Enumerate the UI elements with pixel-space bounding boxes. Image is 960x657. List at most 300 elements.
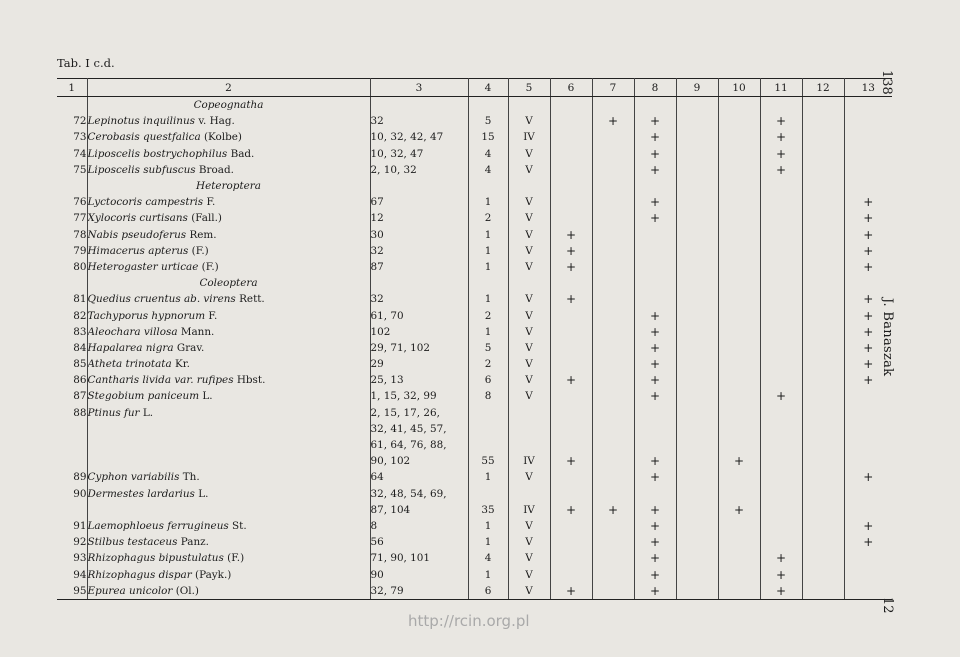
side-number: 12 — [880, 597, 895, 614]
occurrence-class — [508, 405, 550, 421]
cell-empty — [802, 437, 844, 453]
cell-empty — [802, 210, 844, 226]
row-number: 94 — [57, 566, 87, 582]
species-author: (Kolbe) — [203, 131, 242, 144]
col-header: 3 — [370, 79, 468, 97]
cell-empty — [760, 518, 802, 534]
presence-mark: + — [634, 194, 676, 210]
cell-empty — [592, 275, 634, 291]
reference-list: 67 — [370, 194, 468, 210]
cell-empty — [760, 259, 802, 275]
presence-mark: + — [863, 518, 874, 533]
cell-empty — [676, 210, 718, 226]
cell-empty — [676, 518, 718, 534]
table-row — [57, 162, 892, 178]
cell-empty — [550, 469, 592, 485]
reference-list: 32, 79 — [370, 583, 468, 600]
cell-empty — [802, 113, 844, 129]
species-name — [87, 469, 370, 485]
cell-empty — [844, 566, 892, 582]
specimen-count: 1 — [468, 518, 508, 534]
species-binomial: Atheta trinotata — [87, 358, 172, 371]
cell-empty — [592, 129, 634, 145]
occurrence-class: V — [508, 534, 550, 550]
cell-empty — [802, 162, 844, 178]
presence-mark: + — [550, 227, 592, 243]
cell-empty — [718, 162, 760, 178]
row-number: 89 — [57, 469, 87, 485]
presence-mark: + — [550, 372, 592, 388]
cell-empty — [760, 194, 802, 210]
cell-empty — [718, 324, 760, 340]
reference-list: 102 — [370, 324, 468, 340]
species-binomial: Nabis pseudoferus — [87, 228, 187, 241]
occurrence-class: V — [508, 550, 550, 566]
specimen-count: 35 — [468, 502, 508, 518]
cell-empty — [760, 291, 802, 307]
species-author: (Fall.) — [191, 212, 222, 225]
species-binomial: Lepinotus inquilinus — [87, 115, 196, 128]
reference-list: 87, 104 — [370, 502, 468, 518]
presence-mark: + — [634, 307, 676, 323]
cell-empty — [844, 162, 892, 178]
cell-empty — [634, 97, 676, 114]
occurrence-class: V — [508, 372, 550, 388]
table-row — [57, 502, 892, 518]
species-name — [87, 486, 370, 502]
presence-mark: + — [634, 146, 676, 162]
cell-empty — [760, 486, 802, 502]
cell-empty — [718, 178, 760, 194]
cell-empty — [844, 178, 892, 194]
cell-empty — [592, 291, 634, 307]
row-number: 95 — [57, 583, 87, 600]
cell-empty — [802, 243, 844, 259]
occurrence-class: V — [508, 210, 550, 226]
presence-mark: + — [863, 373, 874, 388]
species-author: (Payk.) — [195, 568, 232, 581]
section-row — [57, 178, 892, 194]
cell-empty — [676, 388, 718, 404]
col-header: 8 — [634, 79, 676, 97]
reference-list: 32 — [370, 243, 468, 259]
specimen-count: 6 — [468, 583, 508, 600]
col-header: 9 — [676, 79, 718, 97]
specimen-count: 2 — [468, 307, 508, 323]
cell-empty — [634, 243, 676, 259]
cell-empty — [592, 534, 634, 550]
cell-empty — [760, 97, 802, 114]
cell-empty — [676, 291, 718, 307]
species-name — [87, 146, 370, 162]
cell-empty — [676, 113, 718, 129]
cell-empty — [760, 437, 802, 453]
cell-empty — [718, 113, 760, 129]
species-name — [87, 583, 370, 600]
species-name — [87, 550, 370, 566]
occurrence-class: V — [508, 518, 550, 534]
species-name — [87, 113, 370, 129]
presence-mark: + — [760, 146, 802, 162]
species-name — [87, 259, 370, 275]
cell-empty — [550, 437, 592, 453]
col-header: 6 — [550, 79, 592, 97]
presence-mark: + — [634, 356, 676, 372]
occurrence-class: IV — [508, 502, 550, 518]
cell-empty — [760, 453, 802, 469]
reference-list: 12 — [370, 210, 468, 226]
cell-empty — [57, 437, 87, 453]
reference-list: 32 — [370, 291, 468, 307]
occurrence-class: V — [508, 259, 550, 275]
cell-empty — [802, 502, 844, 518]
cell-empty — [802, 307, 844, 323]
specimen-count: 1 — [468, 566, 508, 582]
species-binomial: Cerobasis questfalica — [87, 131, 201, 144]
presence-mark: + — [863, 357, 874, 372]
specimen-count: 1 — [468, 324, 508, 340]
reference-list: 56 — [370, 534, 468, 550]
species-author: L. — [202, 390, 213, 403]
occurrence-class: V — [508, 469, 550, 485]
presence-mark: + — [634, 550, 676, 566]
cell-empty — [718, 583, 760, 600]
cell-empty — [592, 97, 634, 114]
row-number: 84 — [57, 340, 87, 356]
cell-empty — [592, 486, 634, 502]
table-row — [57, 340, 892, 356]
row-number: 87 — [57, 388, 87, 404]
cell-empty — [844, 583, 892, 600]
cell-empty — [592, 421, 634, 437]
cell-empty — [57, 502, 87, 518]
species-author: Hbst. — [236, 374, 266, 387]
presence-mark: + — [634, 583, 676, 600]
row-number: 83 — [57, 324, 87, 340]
table-row — [57, 453, 892, 469]
row-number: 77 — [57, 210, 87, 226]
specimen-count — [468, 486, 508, 502]
reference-list: 61, 70 — [370, 307, 468, 323]
specimen-count: 2 — [468, 210, 508, 226]
cell-empty — [468, 97, 508, 114]
specimen-count: 1 — [468, 227, 508, 243]
cell-empty — [718, 291, 760, 307]
cell-empty — [468, 178, 508, 194]
species-name — [87, 227, 370, 243]
cell-empty — [802, 550, 844, 566]
cell-empty — [802, 566, 844, 582]
cell-empty — [634, 486, 676, 502]
side-author: J. Banaszak — [880, 298, 895, 377]
presence-mark: + — [760, 566, 802, 582]
cell-empty — [760, 502, 802, 518]
presence-mark: + — [863, 227, 874, 242]
species-binomial: Stegobium paniceum — [87, 390, 200, 403]
col-header: 1 — [57, 79, 87, 97]
table-row — [57, 566, 892, 582]
table-row — [57, 356, 892, 372]
cell-empty — [760, 340, 802, 356]
cell-empty — [592, 146, 634, 162]
row-number: 93 — [57, 550, 87, 566]
cell-empty — [57, 97, 87, 114]
species-author: Kr. — [174, 358, 190, 371]
table-row — [57, 388, 892, 404]
species-binomial: Xylocoris curtisans — [87, 212, 188, 225]
reference-list: 2, 15, 17, 26, — [370, 405, 468, 421]
species-binomial: Himacerus apterus — [87, 244, 189, 257]
presence-mark: + — [550, 259, 592, 275]
cell-empty — [844, 486, 892, 502]
table-row — [57, 210, 892, 226]
table-row — [57, 113, 892, 129]
presence-mark: + — [863, 195, 874, 210]
cell-empty — [550, 146, 592, 162]
col-header: 7 — [592, 79, 634, 97]
occurrence-class: IV — [508, 129, 550, 145]
cell-empty — [718, 146, 760, 162]
cell-empty — [550, 162, 592, 178]
cell-empty — [592, 324, 634, 340]
species-binomial: Quedius cruentus ab. virens — [87, 293, 236, 306]
specimen-count — [468, 437, 508, 453]
cell-empty — [718, 97, 760, 114]
presence-mark: + — [634, 324, 676, 340]
specimen-count: 2 — [468, 356, 508, 372]
cell-empty — [57, 178, 87, 194]
presence-mark: + — [634, 210, 676, 226]
occurrence-class: V — [508, 388, 550, 404]
species-name — [87, 518, 370, 534]
species-name — [87, 372, 370, 388]
reference-list: 29, 71, 102 — [370, 340, 468, 356]
occurrence-class: V — [508, 307, 550, 323]
reference-list: 87 — [370, 259, 468, 275]
specimen-count: 4 — [468, 550, 508, 566]
cell-empty — [676, 486, 718, 502]
cell-empty — [550, 178, 592, 194]
species-binomial: Rhizophagus dispar — [87, 568, 192, 581]
cell-empty — [550, 307, 592, 323]
cell-empty — [550, 550, 592, 566]
cell-empty — [718, 356, 760, 372]
species-binomial: Stilbus testaceus — [87, 536, 178, 549]
col-header: 12 — [802, 79, 844, 97]
cell-empty — [676, 97, 718, 114]
presence-mark: + — [634, 372, 676, 388]
occurrence-class: V — [508, 162, 550, 178]
cell-empty — [718, 194, 760, 210]
cell-empty — [718, 469, 760, 485]
cell-empty — [676, 243, 718, 259]
cell-empty — [802, 372, 844, 388]
cell-empty — [802, 583, 844, 600]
cell-empty — [676, 227, 718, 243]
occurrence-class: V — [508, 291, 550, 307]
species-author: (F.) — [227, 552, 245, 565]
cell-empty — [634, 178, 676, 194]
cell-empty — [676, 534, 718, 550]
table-row — [57, 583, 892, 600]
presence-mark: + — [592, 113, 634, 129]
cell-empty — [550, 113, 592, 129]
row-number: 79 — [57, 243, 87, 259]
species-author: F. — [208, 309, 218, 322]
table-row — [57, 291, 892, 307]
cell-empty — [802, 405, 844, 421]
cell-empty — [718, 129, 760, 145]
table-row — [57, 307, 892, 323]
cell-empty — [718, 388, 760, 404]
row-number: 82 — [57, 307, 87, 323]
row-number: 80 — [57, 259, 87, 275]
table-body — [57, 97, 892, 600]
species-binomial: Liposcelis bostrychophilus — [87, 147, 228, 160]
species-author: (Ol.) — [175, 584, 199, 597]
species-name — [87, 210, 370, 226]
presence-mark: + — [863, 535, 874, 550]
presence-mark: + — [863, 340, 874, 355]
specimen-count: 4 — [468, 146, 508, 162]
species-name — [87, 340, 370, 356]
reference-list: 1, 15, 32, 99 — [370, 388, 468, 404]
col-header: 2 — [87, 79, 370, 97]
cell-empty — [718, 372, 760, 388]
presence-mark: + — [634, 469, 676, 485]
cell-empty — [676, 194, 718, 210]
cell-empty — [760, 227, 802, 243]
cell-empty — [760, 307, 802, 323]
cell-empty — [844, 437, 892, 453]
cell-empty — [718, 275, 760, 291]
species-binomial: Tachyporus hypnorum — [87, 309, 206, 322]
cell-empty — [550, 405, 592, 421]
cell-empty — [676, 469, 718, 485]
cell-empty — [802, 97, 844, 114]
reference-list: 90 — [370, 566, 468, 582]
specimen-count: 1 — [468, 243, 508, 259]
cell-empty — [550, 194, 592, 210]
presence-mark: + — [634, 129, 676, 145]
cell-empty — [634, 259, 676, 275]
cell-empty — [676, 259, 718, 275]
table-row — [57, 486, 892, 502]
reference-list: 64 — [370, 469, 468, 485]
cell-empty — [718, 534, 760, 550]
cell-empty — [87, 502, 370, 518]
reference-list: 29 — [370, 356, 468, 372]
species-name — [87, 243, 370, 259]
cell-empty — [760, 469, 802, 485]
cell-empty — [844, 275, 892, 291]
cell-empty — [718, 340, 760, 356]
species-name — [87, 194, 370, 210]
presence-mark: + — [634, 162, 676, 178]
cell-empty — [508, 275, 550, 291]
row-number: 92 — [57, 534, 87, 550]
occurrence-class: V — [508, 566, 550, 582]
cell-empty — [676, 453, 718, 469]
presence-mark: + — [863, 211, 874, 226]
row-number: 73 — [57, 129, 87, 145]
cell-empty — [550, 566, 592, 582]
species-name — [87, 566, 370, 582]
occurrence-class: V — [508, 324, 550, 340]
presence-mark: + — [760, 550, 802, 566]
table-row — [57, 421, 892, 437]
cell-empty — [844, 146, 892, 162]
species-author: F. — [206, 196, 216, 209]
occurrence-class: IV — [508, 453, 550, 469]
cell-empty — [844, 550, 892, 566]
cell-empty — [634, 405, 676, 421]
reference-list: 32, 48, 54, 69, — [370, 486, 468, 502]
presence-mark: + — [863, 243, 874, 258]
cell-empty — [676, 372, 718, 388]
cell-empty — [550, 534, 592, 550]
species-author: Broad. — [198, 163, 234, 176]
specimen-count: 4 — [468, 162, 508, 178]
presence-mark: + — [634, 502, 676, 518]
cell-empty — [592, 550, 634, 566]
presence-mark: + — [760, 583, 802, 600]
cell-empty — [844, 405, 892, 421]
cell-empty — [592, 388, 634, 404]
specimen-count — [468, 421, 508, 437]
cell-empty — [718, 259, 760, 275]
species-name — [87, 534, 370, 550]
occurrence-class — [508, 437, 550, 453]
occurrence-class: V — [508, 243, 550, 259]
cell-empty — [802, 388, 844, 404]
presence-mark: + — [634, 518, 676, 534]
cell-empty — [676, 275, 718, 291]
row-number: 74 — [57, 146, 87, 162]
cell-empty — [802, 324, 844, 340]
cell-empty — [760, 324, 802, 340]
table-row — [57, 437, 892, 453]
cell-empty — [844, 113, 892, 129]
specimen-count — [468, 405, 508, 421]
cell-empty — [592, 210, 634, 226]
table-row — [57, 372, 892, 388]
species-author: St. — [232, 519, 247, 532]
table-row — [57, 129, 892, 145]
table-label: Tab. I c.d. — [57, 56, 115, 70]
species-name — [87, 307, 370, 323]
species-name — [87, 356, 370, 372]
presence-mark: + — [550, 583, 592, 600]
table-row — [57, 469, 892, 485]
occurrence-class: V — [508, 113, 550, 129]
cell-empty — [760, 275, 802, 291]
cell-empty — [550, 324, 592, 340]
presence-mark: + — [760, 162, 802, 178]
cell-empty — [802, 340, 844, 356]
cell-empty — [802, 291, 844, 307]
cell-empty — [802, 259, 844, 275]
section-title: Coleoptera — [87, 275, 370, 291]
presence-mark: + — [760, 113, 802, 129]
section-row — [57, 275, 892, 291]
col-header: 10 — [718, 79, 760, 97]
cell-empty — [676, 421, 718, 437]
table-row — [57, 194, 892, 210]
cell-empty — [550, 388, 592, 404]
cell-empty — [676, 129, 718, 145]
cell-empty — [760, 243, 802, 259]
